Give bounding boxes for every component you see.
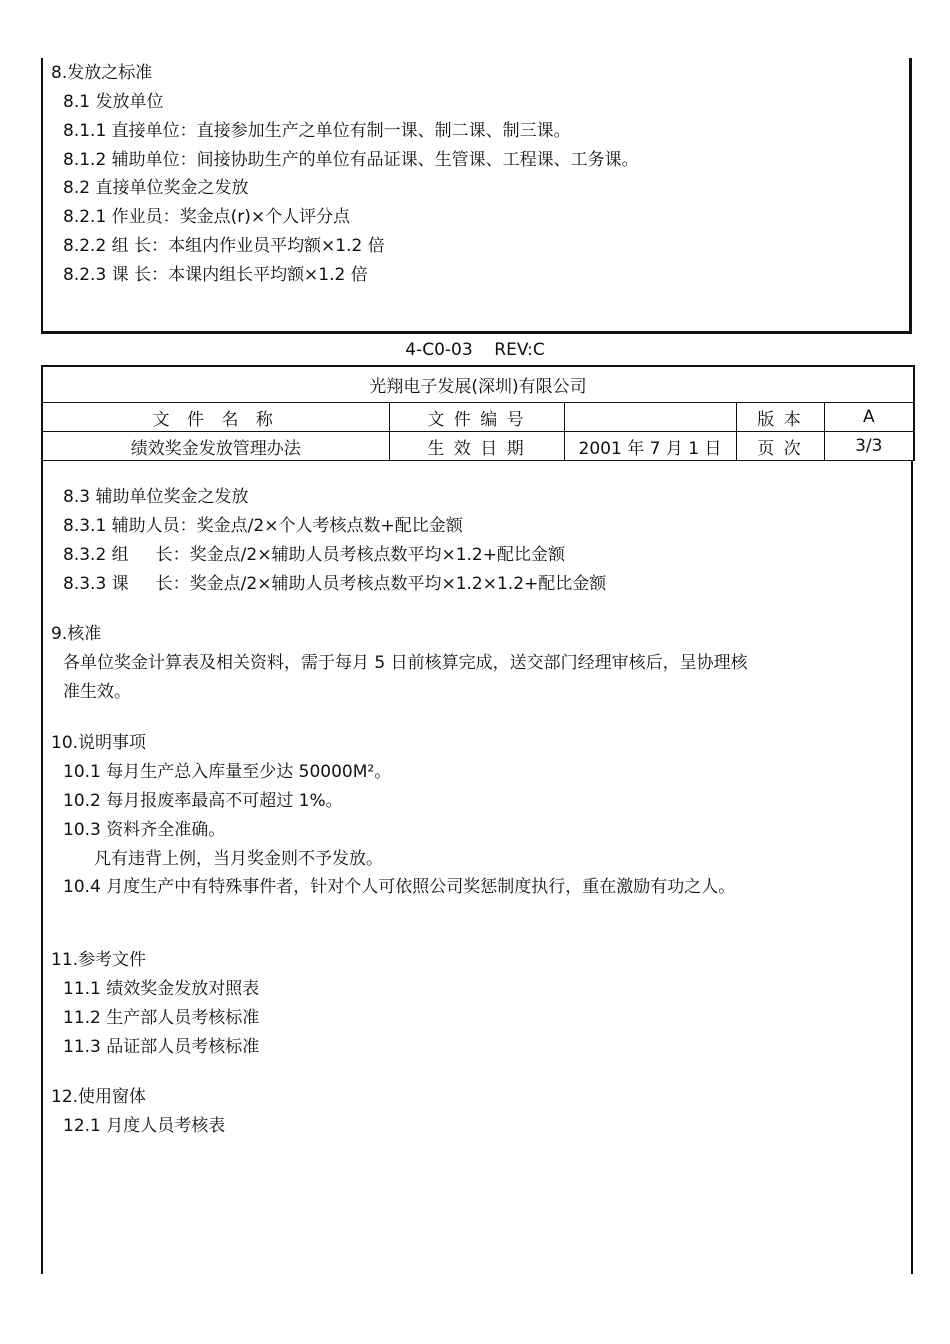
line-8-3-3: 8.3.3 课 长：奖金点/2×辅助人员考核点数平均×1.2×1.2+配比金额 [63, 574, 607, 594]
effective-date-value: 2001 年 7 月 1 日 [564, 432, 736, 461]
line-11-3: 11.3 品证部人员考核标准 [63, 1037, 260, 1057]
line-8-2-2: 8.2.2 组 长：本组内作业员平均额×1.2 倍 [63, 236, 385, 256]
page-value: 3/3 [824, 432, 914, 461]
line-8-3-1: 8.3.1 辅助人员：奖金点/2×个人考核点数+配比金额 [63, 516, 463, 536]
line-11-1: 11.1 绩效奖金发放对照表 [63, 979, 260, 999]
section-8-heading: 8.发放之标准 [51, 63, 153, 83]
file-number-value [564, 403, 736, 432]
line-8-1: 8.1 发放单位 [63, 92, 164, 112]
effective-date-label: 生 效 日 期 [389, 432, 564, 461]
section-10-heading: 10.说明事项 [51, 733, 147, 753]
section-9-line-2: 准生效。 [63, 682, 131, 702]
line-10-4: 10.4 月度生产中有特殊事件者，针对个人可依照公司奖惩制度执行，重在激励有功之人。 [63, 877, 736, 897]
section-11-heading: 11.参考文件 [51, 950, 147, 970]
line-10-3-note: 凡有违背上例，当月奖金则不予发放。 [94, 849, 383, 869]
version-value: A [824, 403, 914, 432]
line-8-2-3: 8.2.3 课 长：本课内组长平均额×1.2 倍 [63, 265, 368, 285]
page-label: 页 次 [736, 432, 824, 461]
line-8-1-1: 8.1.1 直接单位：直接参加生产之单位有制一课、制二课、制三课。 [63, 121, 571, 141]
section-12-heading: 12.使用窗体 [51, 1087, 147, 1107]
line-8-2: 8.2 直接单位奖金之发放 [63, 178, 249, 198]
company-name: 光翔电子发展(深圳)有限公司 [42, 366, 914, 403]
line-8-1-2: 8.1.2 辅助单位：间接协助生产的单位有品证课、生管课、工程课、工务课。 [63, 150, 639, 170]
document-header-table [41, 365, 915, 461]
line-8-3: 8.3 辅助单位奖金之发放 [63, 487, 249, 507]
document-number: 4-C0-03 REV:C [405, 340, 545, 360]
line-10-1: 10.1 每月生产总入库量至少达 50000M²。 [63, 762, 392, 782]
document-title: 绩效奖金发放管理办法 [42, 432, 389, 461]
line-10-3: 10.3 资料齐全准确。 [63, 820, 226, 840]
line-10-2: 10.2 每月报废率最高不可超过 1%。 [63, 791, 343, 811]
line-12-1: 12.1 月度人员考核表 [63, 1116, 226, 1136]
file-name-label: 文 件 名 称 [42, 403, 389, 432]
line-8-3-2: 8.3.2 组 长：奖金点/2×辅助人员考核点数平均×1.2+配比金额 [63, 545, 565, 565]
line-11-2: 11.2 生产部人员考核标准 [63, 1008, 260, 1028]
version-label: 版 本 [736, 403, 824, 432]
section-9-line-1: 各单位奖金计算表及相关资料，需于每月 5 日前核算完成，送交部门经理审核后，呈协理核 [63, 653, 748, 673]
section-9-heading: 9.核准 [51, 624, 102, 644]
file-number-label: 文 件 编 号 [389, 403, 564, 432]
line-8-2-1: 8.2.1 作业员：奖金点(r)×个人评分点 [63, 207, 351, 227]
